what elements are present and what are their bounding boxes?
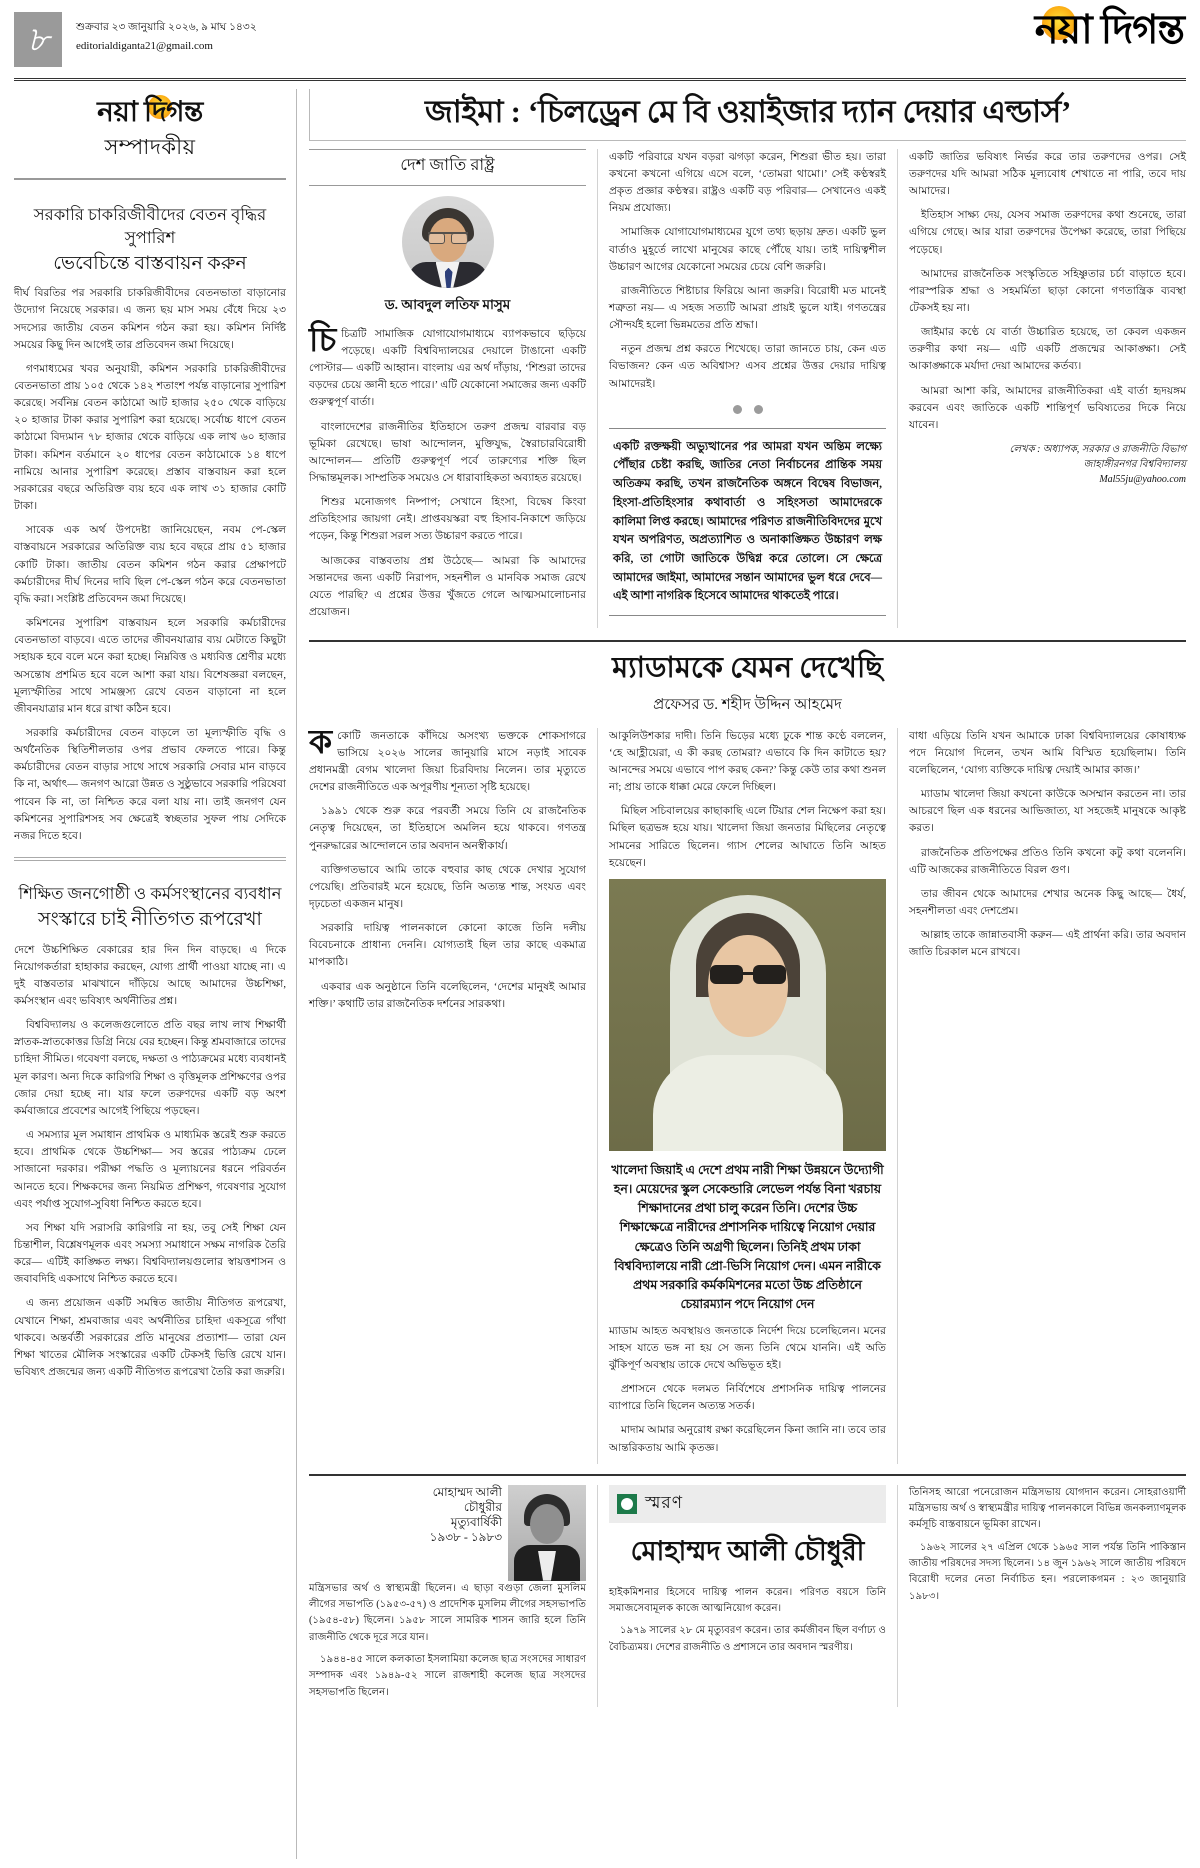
feature-column-3 — [897, 728, 1186, 1464]
side-title-line-1: মোহাম্মদ আলী — [432, 1484, 502, 1499]
lead-article-columns — [309, 149, 1186, 629]
b-logo-mark — [14, 12, 62, 67]
paragraph: সাবেক এক অর্থ উপদেষ্টা জানিয়েছেন, নবম পে-স্কেল বাস্তবায়নে সরকারের অতিরিক্ত ব্যয় হবে বছরে প্রায় ৫১ হাজার কোটি টাকা। জাতীয় বেতন কমিশন গঠন করার প্রেক্ষাপটে কর্মচারীদের দীর্ঘ দিনের দাবি ছিল পে-স্কেল গঠন করে বেতনভাতা বৃদ্ধি করা। সংশ্লিষ্ট প্রতিবেদন জমা দিয়েছে। — [14, 525, 286, 605]
paragraph: শিশুর মনোজগৎ নিষ্পাপ; সেখানে হিংসা, বিদ্বেষ কিংবা প্রতিহিংসার জায়গা নেই। প্রাপ্তবয়স্করা বহু হিসাব-নিকাশে জড়িয়ে পড়েন, কিন্তু শিশুরা সরল সত্য উচ্চারণ করতে পারে। — [309, 497, 586, 543]
memorial-icon — [617, 1494, 637, 1514]
paragraph: একবার এক অনুষ্ঠানে তিনি বলেছিলেন, ‘দেশের মানুষই আমার শক্তি।’ কথাটি তার রাজনৈতিক দর্শনের সারকথা। — [309, 981, 586, 1010]
feature-headline: ম্যাডামকে যেমন দেখেছি — [612, 652, 883, 685]
paragraph: এ সমস্যার মূল সমাধান প্রাথমিক ও মাধ্যমিক স্তরেই শুরু করতে হবে। প্রাথমিক থেকে উচ্চশিক্ষা— সব স্তরের পাঠ্যক্রম ঢেলে সাজানো দরকার। পরীক্ষা পদ্ধতি ও মূল্যায়নের ধরনে পরিবর্তন আনতে হবে। শিক্ষকদের জন্য নিয়মিত প্রশিক্ষণ, গবেষণার সুযোগ এবং পর্যাপ্ত সুযোগ-সুবিধা নিশ্চিত করতে হবে। — [14, 1130, 286, 1210]
obituary-main-column — [597, 1485, 886, 1707]
editorial-masthead — [14, 89, 286, 170]
obituary-section-bar — [609, 1485, 886, 1523]
feature-article — [309, 640, 1186, 1463]
side-title-years: ১৯৩৮ - ১৯৮৩ — [429, 1529, 502, 1544]
b-logo-letter: ৮ — [26, 19, 50, 60]
editorial-2-headline: শিক্ষিত জনগোষ্ঠী ও কর্মসংস্থানের ব্যবধান — [18, 884, 282, 904]
lead-col1-body — [309, 322, 586, 622]
paragraph: একটি জাতির ভবিষ্যৎ নির্ভর করে তার তরুণদের ওপর। সেই তরুণদের যদি আমরা সঠিক মূল্যবোধ শেখাতে না পারি, তবে দায় আমাদের। — [909, 151, 1186, 198]
ornament-dots — [609, 401, 886, 419]
paragraph: আল্লাহ তাকে জান্নাতবাসী করুন— এই প্রার্থনা করি। তার অবদান জাতি চিরকাল মনে রাখবে। — [909, 930, 1186, 959]
paragraph: হাইকমিশনার হিসেবে দায়িত্ব পালন করেন। পরিণত বয়সে তিনি সমাজসেবামূলক কাজে আত্মনিয়োগ করেন। — [609, 1586, 886, 1614]
paragraph: বাধা এড়িয়ে তিনি যখন আমাকে ঢাকা বিশ্ববিদ্যালয়ের কোষাধ্যক্ষ পদে নিয়োগ দিলেন, তখন আমি বিস্মিত হয়েছিলাম। তিনি বলেছিলেন, ‘যোগ্য ব্যক্তিকে দায়িত্ব দেয়াই আমার কাজ।’ — [909, 730, 1186, 776]
side-title-line-2: চৌধুরীর — [463, 1499, 502, 1514]
page-grid — [14, 89, 1186, 1859]
paragraph: মিছিল সচিবালয়ের কাছাকাছি এলে টিয়ার শেল নিক্ষেপ করা হয়। মিছিল ছত্রভঙ্গ হয়ে যায়। খালেদা জিয়া জনতার মিছিলের নেতৃত্বে সামনের সারিতে ছিলেন। গ্যাস শেলের আঘাতে তিনি আহত হয়েছেন। — [609, 806, 886, 869]
lead-signature — [909, 442, 1186, 487]
paragraph: ১৯৪৪-৪৫ সালে কলকাতা ইসলামিয়া কলেজ ছাত্র সংসদের সাধারণ সম্পাদক এবং ১৯৪৯-৫২ সালে রাজশাহী কলেজ ছাত্র সংসদের সহসভাপতি ছিলেন। — [309, 1653, 586, 1698]
paragraph: আমাদের রাজনৈতিক সংস্কৃতিতে সহিষ্ণুতার চর্চা বাড়াতে হবে। পারস্পরিক শ্রদ্ধা ও সহমর্মিতা ছাড়া কোনো গণতান্ত্রিক ব্যবস্থা টেকসই হয় না। — [909, 268, 1186, 314]
feature-author: প্রফেসর ড. শহীদ উদ্দিন আহমেদ — [653, 696, 842, 713]
obituary-portrait-column — [309, 1485, 586, 1707]
editorial-2-subheadline: সংস্কারে চাই নীতিগত রূপরেখা — [38, 908, 262, 930]
obituary-side-column — [897, 1485, 1186, 1707]
paragraph: সামাজিক যোগাযোগমাধ্যমের যুগে তথ্য ছড়ায় দ্রুত। একটি ভুল বার্তাও মুহূর্তে লাখো মানুষের কাছে পৌঁছে যায়। তাই দায়িত্বশীল উচ্চারণ আগের যেকোনো সময়ের চেয়ে বেশি জরুরি। — [609, 227, 886, 273]
feature-column-1 — [309, 724, 586, 1464]
paragraph: দীর্ঘ বিরতির পর সরকারি চাকরিজীবীদের বেতনভাতা বাড়ানোর উদ্যোগ নিয়েছে সরকার। এ জন্য ছয় মাস সময় বেঁধে দিয়ে ২৩ সদস্যের জাতীয় বেতন কমিশন গঠন করা হয়। কমিশন নির্দিষ্ট সময়ের কিছু দিন আগেই তার প্রতিবেদন জমা দিয়েছে। — [14, 288, 286, 351]
obituary-section-label: স্মরণ — [645, 1492, 684, 1512]
paragraph: মন্ত্রিসভার অর্থ ও স্বাস্থ্যমন্ত্রী ছিলেন। এ ছাড়া বগুড়া জেলা মুসলিম লীগের সভাপতি (১৯৫৩-৫৭) ও প্রাদেশিক মুসলিম লীগের সহসভাপতি (১৯৫৪-৫৮) ছিলেন। ১৯৫৮ সালে সামরিক শাসন জারি হলে তিনি রাজনীতি থেকে দূরে সরে যান। — [309, 1582, 586, 1643]
obituary-strip — [309, 1474, 1186, 1707]
paragraph: তিনিসহ আরো পনেরোজন মন্ত্রিসভায় যোগদান করেন। সোহরাওয়ার্দী মন্ত্রিসভায় অর্থ ও স্বাস্থ্যমন্ত্রীর দায়িত্ব পালনকালে বিভিন্ন জনকল্যাণমূলক কর্মসূচি বাস্তবায়নে ভূমিকা রাখেন। — [909, 1486, 1186, 1531]
page-masthead — [14, 7, 1186, 72]
paragraph: ইতিহাস সাক্ষ্য দেয়, যেসব সমাজ তরুণদের কথা শুনেছে, তারা এগিয়ে গেছে। আর যারা তরুণদের উপেক্ষা করেছে, তারা পিছিয়ে পড়েছে। — [909, 210, 1186, 256]
paragraph: ১৯৭৯ সালের ২৮ মে মৃত্যুবরণ করেন। তার কর্মজীবন ছিল বর্ণাঢ্য ও বৈচিত্র্যময়। দেশের রাজনীতি ও প্রশাসনে তার অবদান স্মরণীয়। — [609, 1625, 886, 1653]
signature-role: লেখক : অধ্যাপক, সরকার ও রাজনীতি বিভাগ — [1009, 444, 1186, 456]
obituary-person-name: মোহাম্মদ আলী চৌধুরী — [630, 1535, 865, 1566]
obituary-col3-body — [909, 1485, 1186, 1605]
paragraph: সব শিক্ষা যদি সরাসরি কারিগরি না হয়, তবু সেই শিক্ষা যেন চিন্তাশীল, বিশ্লেষণমূলক এবং সমস্যা সমাধানে সক্ষম নাগরিক তৈরি করে— এটিই কাঙ্ক্ষিত লক্ষ্য। বিশ্ববিদ্যালয়গুলোর স্বায়ত্তশাসন ও জবাবদিহি একসাথে নিশ্চিত করতে হবে। — [14, 1222, 286, 1286]
publication-date: শুক্রবার ২৩ জানুয়ারি ২০২৬, ৯ মাঘ ১৪৩২ — [76, 22, 257, 33]
photo-caption: খালেদা জিয়াই এ দেশে প্রথম নারী শিক্ষা উন্নয়নে উদ্যোগী হন। মেয়েদের স্কুল সেকেন্ডারি লেভেল পর্যন্ত বিনা খরচায় শিক্ষাদানের প্রথা চালু করেন তিনি। দেশের উচ্চ শিক্ষাক্ষেত্রে নারীদের প্রশাসনিক দায়িত্বে নিয়োগ দেয়ার ক্ষেত্রেও তিনি অগ্রণী ছিলেন। তিনিই প্রথম ঢাকা বিশ্ববিদ্যালয়ে নারী প্রো-ভিসি নিয়োগ দেন। এমন নারীকে প্রথম সরকারি কর্মকমিশনের মতো উচ্চ প্রতিষ্ঠানে চেয়ারম্যান পদে নিয়োগ দেন — [611, 1162, 884, 1312]
paragraph: রাজনৈতিক প্রতিপক্ষের প্রতিও তিনি কখনো কটু কথা বলেননি। এটি আজকের রাজনীতিতে বিরল গুণ। — [909, 847, 1186, 876]
obituary-col2-body — [609, 1585, 886, 1656]
sunglasses-icon — [710, 965, 786, 984]
feature-column-2 — [597, 728, 886, 1464]
paragraph: দেশে উচ্চশিক্ষিত বেকারের হার দিন দিন বাড়ছে। এ দিকে নিয়োগকর্তারা হাহাকার করছেন, যোগ্য প্রার্থী পাওয়া যাচ্ছে না। এ দুই বাস্তবতার মাঝখানে দাঁড়িয়ে আছে আমাদের উচ্চশিক্ষা, কর্মসংস্থান এবং ভবিষ্যৎ অর্থনীতির প্রশ্ন। — [14, 944, 286, 1007]
editorial-1-subheadline: ভেবেচিন্তে বাস্তবায়ন করুন — [53, 252, 247, 274]
author-avatar — [402, 196, 494, 288]
lead-article-headline: জাইমা : ‘চিলড্রেন মে বি ওয়াইজার দ্যান দেয়ার এল্ডার্স’ — [309, 89, 1186, 140]
feature-col2-bottom — [609, 1323, 886, 1457]
paragraph: আকুলিউশকার দাদী। তিনি ভিড়ের মধ্যে ঢুকে শান্ত কণ্ঠে বললেন, ‘হে আহ্লীয়েরা, এ কী করছ তোমরা? এভাবে কি দিন কাটাতে হয়? আনন্দের সময়ে এভাবে পাপ করছ কেন?’ কিন্তু কেউ তার কথা শুনল না; প্রায় তাকে ধাক্কা মেরে ফেলে দিচ্ছিল। — [609, 730, 886, 794]
editorial-brand: নয়া দিগন্ত — [97, 97, 203, 128]
dropcap: ক — [309, 724, 333, 761]
paragraph: প্রশাসনে থেকে দলমত নির্বিশেষে প্রশাসনিক দায়িত্ব পালনের ব্যাপারে তিনি ছিলেন অত্যন্ত সতর্ক। — [609, 1384, 886, 1413]
feature-col2-top — [609, 728, 886, 872]
paragraph: কোটি জনতাকে কাঁদিয়ে অসংখ্য ভক্তকে শোকসাগরে ভাসিয়ে ২০২৬ সালের জানুয়ারি মাসে নড়াই সাবেক প্রধানমন্ত্রী বেগম খালেদা জিয়া চিরবিদায় নিলেন। তার মৃত্যুতে দেশের রাজনীতিতে এক অপূরণীয় শূন্যতা সৃষ্টি হয়েছে। — [309, 730, 586, 794]
paragraph: গণমাধ্যমের খবর অনুযায়ী, কমিশন সরকারি চাকরিজীবীদের বেতনভাতা প্রায় ১০৫ থেকে ১৪২ শতাংশ পর্যন্ত বাড়ানোর সুপারিশ করেছে। সর্বনিম্ন বেতন কাঠামো আট হাজার ২৫০ থেকে বাড়িয়ে ২০ হাজার টাকা করার সুপারিশ করা হয়েছে। সর্বোচ্চ ধাপে বেতন কাঠামো বিদ্যমান ৭৮ হাজার থেকে বাড়িয়ে এক লাখ ৬০ হাজার টাকা। কমিশন বর্তমানে ২০ ধাপের বেতন কাঠামোকে ১৪ ধাপে নামিয়ে আনার সুপারিশ করেছে। প্রস্তাব বাস্তবায়ন করা হলে সরকারের বছরে অতিরিক্ত ব্যয় হবে এক লাখ ৩১ হাজার কোটি টাকা। — [14, 363, 286, 513]
paragraph: জাইমার কণ্ঠে যে বার্তা উচ্চারিত হয়েছে, তা কেবল একজন তরুণীর কথা নয়— এটি একটি প্রজন্মের আকাঙ্ক্ষা। সেই আকাঙ্ক্ষাকে মর্যাদা দেয়া আমাদের কর্তব্য। — [909, 327, 1186, 373]
editorial-separator-top — [14, 857, 286, 858]
paragraph: চিত্রটি সামাজিক যোগাযোগমাধ্যমে ব্যাপকভাবে ছড়িয়ে পড়েছে। একটি বিশ্ববিদ্যালয়ের দেয়ালে টাঙানো একটি পোস্টার— একটি আহ্বান। বাংলায় এর অর্থ দাঁড়ায়, ‘শিশুরা তাদের বড়দের চেয়ে জ্ঞানী হতে পারে।’ এটি যেকোনো সমাজের জন্য একটি গুরুত্বপূর্ণ বার্তা। — [309, 328, 586, 409]
dropcap: চি — [309, 322, 337, 359]
side-title-line-3: মৃত্যুবার্ষিকী — [450, 1514, 502, 1529]
signature-affiliation: জাহাঙ্গীরনগর বিশ্ববিদ্যালয় — [1083, 459, 1186, 471]
editorial-2-body — [14, 942, 286, 1382]
lead-column-2 — [597, 149, 886, 629]
paragraph: কমিশনের সুপারিশ বাস্তবায়ন হলে সরকারি কর্মচারীদের বেতনভাতা বাড়বে। এতে তাদের জীবনযাত্রার ব্যয় মেটাতে কিছুটা সহায়ক হবে বলে মনে করা হচ্ছে। নিম্নবিত্ত ও মধ্যবিত্ত শ্রেণীর মধ্যে অসন্তোষ প্রশমিত হবে বলে আশা করা যায়। বিশেষজ্ঞরা বলছেন, মূল্যস্ফীতির সাথে সামঞ্জস্য রেখে বেতন বাড়ানো না হলে জীবনযাত্রার মান ধরে রাখা কঠিন হবে। — [14, 618, 286, 715]
editorial-separator-bottom — [14, 860, 286, 861]
khaleda-zia-photo — [609, 879, 886, 1151]
lead-author-name: ড. আবদুল লতিফ মাসুম — [384, 296, 511, 312]
feature-col1-body — [309, 724, 586, 1013]
lead-col2-body — [609, 149, 886, 393]
editorial-rule-bottom — [14, 179, 286, 182]
paragraph: ম্যাডাম আহত অবস্থায়ও জনতাকে নির্দেশ দিয়ে চলেছিলেন। মনের সাহস যাতে ভঙ্গ না হয় সে জন্য তিনি থেমে যাননি। এই অতি ঝুঁকিপূর্ণ অবস্থায় তাকে দেখে অভিভূত হই। — [609, 1325, 886, 1371]
paragraph: নতুন প্রজন্ম প্রশ্ন করতে শিখেছে। তারা জানতে চায়, কেন এত বিভাজন? কেন এত অবিশ্বাস? এসব প্রশ্নের উত্তর দেয়ার দায়িত্ব আমাদেরই। — [609, 344, 886, 390]
paragraph: বাংলাদেশের রাজনীতির ইতিহাসে তরুণ প্রজন্ম বারবার বড় ভূমিকা রেখেছে। ভাষা আন্দোলন, মুক্তিযুদ্ধ, স্বৈরাচারবিরোধী আন্দোলন— প্রতিটি গুরুত্বপূর্ণ পর্বে তারুণ্যের শক্তি ছিল সিদ্ধান্তমূলক। সাম্প্রতিক সময়েও সে ধারাবাহিকতা অব্যাহত রয়েছে। — [309, 421, 586, 484]
paragraph: মাদাম আমার অনুরোধ রক্ষা করেছিলেন কিনা জানি না। তবে তার আন্তরিকতায় আমি কৃতজ্ঞ। — [609, 1425, 886, 1454]
feature-col3-body — [909, 728, 1186, 962]
editorial-email[interactable]: editorialdiganta21@gmail.com — [76, 40, 213, 52]
paragraph: একটি পরিবারে যখন বড়রা ঝগড়া করেন, শিশুরা ভীত হয়। তারা কখনো কখনো এগিয়ে এসে বলে, ‘তোমরা থামো।’ সেই কণ্ঠস্বরই প্রকৃত প্রজ্ঞার কণ্ঠস্বর। রাষ্ট্রও একটি বড় পরিবার— সেখানেও একই নিয়ম প্রযোজ্য। — [609, 151, 886, 215]
paragraph: তার জীবন থেকে আমাদের শেখার অনেক কিছু আছে— ধৈর্য, সহনশীলতা এবং দেশপ্রেম। — [909, 888, 1186, 917]
editorial-1-headline: সরকারি চাকরিজীবীদের বেতন বৃদ্ধির সুপারিশ — [33, 205, 267, 247]
lead-column-3 — [897, 149, 1186, 629]
lead-headline-rule — [309, 140, 1186, 141]
main-content-area — [297, 89, 1186, 1859]
paragraph: রাজনীতিতে শিষ্টাচার ফিরিয়ে আনা জরুরি। বিরোধী মত মানেই শত্রুতা নয়— এ সহজ সত্যটি আমরা প্রায়ই ভুলে যাই। গণতন্ত্রের সৌন্দর্যই হলো ভিন্নমতের প্রতি শ্রদ্ধা। — [609, 285, 886, 332]
masthead-divider — [14, 78, 1186, 81]
lead-pullquote: একটি রক্তক্ষয়ী অভ্যুত্থানের পর আমরা যখন অন্তিম লক্ষ্যে পৌঁছার চেষ্টা করছি, জাতির নেতা নির্বাচনের প্রান্তিক সময় অতিক্রম করছি, তখন রাজনৈতিক অঙ্গনে বিদ্বেষ বিভাজন, হিংসা-প্রতিহিংসার কথাবার্তা ও সহিংসতা আমাদেরকে কালিমা লিপ্ত করছে। আমাদের পরিণত রাজনীতিবিদদের মুখে যখন অপরিণত, অপ্রত্যাশিত ও অনাকাঙ্ক্ষিত উচ্চারণ লক্ষ করি, তা গোটা জাতিকে উদ্বিগ্ন করে তোলে। সে ক্ষেত্রে আমাদের জাইমা, আমাদের সন্তান আমাদের ভুল ধরে দেবে— এই আশা নাগরিক হিসেবে আমাদের থাকতেই পারে। — [609, 428, 886, 616]
brand-name: নয়া দিগন্ত — [1034, 7, 1184, 52]
paragraph: ব্যক্তিগতভাবে আমি তাকে বহুবার কাছ থেকে দেখার সুযোগ পেয়েছি। প্রতিবারই মনে হয়েছে, তিনি অত্যন্ত শান্ত, সংযত এবং দৃঢ়চেতা একজন মানুষ। — [309, 864, 586, 910]
column-kicker: দেশ জাতি রাষ্ট্র — [309, 149, 586, 186]
paragraph: আজকের বাস্তবতায় প্রশ্ন উঠেছে— আমরা কি আমাদের সন্তানদের জন্য একটি নিরাপদ, সহনশীল ও মানবিক সমাজ রেখে যেতে পারছি? এ প্রশ্নের উত্তর খুঁজতে গেলে আত্মসমালোচনার প্রয়োজন। — [309, 555, 586, 619]
editorial-1-body — [14, 285, 286, 845]
obituary-col1-body — [309, 1581, 586, 1701]
paragraph: সরকারি কর্মচারীদের বেতন বাড়লে তা মূল্যস্ফীতি বৃদ্ধি ও অর্থনৈতিক স্থিতিশীলতার ওপর প্রভাব ফেলতে পারে। কিন্তু কর্মচারীদের বেতন বাড়ার সাথে সাথে সরকারি সেবার মান বাড়বে কি না, অর্থাৎ— জনগণ আরো উন্নত ও সুষ্ঠুভাবে সরকারি পরিষেবা পাবেন কি না, তা নিশ্চিত করে বলা যায় না। তাই জনগণ যেন কমিশনের সুপারিশসহ সব ক্ষেত্রেই স্বচ্ছতার সুফল পায় সেদিকে নজর দিতে হবে। — [14, 727, 286, 842]
paragraph: এ জন্য প্রয়োজন একটি সমন্বিত জাতীয় নীতিগত রূপরেখা, যেখানে শিক্ষা, শ্রমবাজার এবং অর্থনীতির চাহিদা একসূত্রে গাঁথা থাকবে। অন্তর্বর্তী সরকারের প্রতি মানুষের প্রত্যাশা— তারা যেন শিক্ষা খাতের মৌলিক সংস্কারের একটি টেকসই ভিত্তি রেখে যান। ভবিষ্যৎ প্রজন্মের জন্য একটি নীতিগত রূপরেখা তৈরি করা জরুরি। — [14, 1298, 286, 1379]
signature-email[interactable]: Mal55ju@yahoo.com — [1099, 474, 1186, 486]
paragraph: ম্যাডাম খালেদা জিয়া কখনো কাউকে অসম্মান করতেন না। তার আচরণে ছিল এক ধরনের আভিজাত্য, যা সহজেই মানুষকে আকৃষ্ট করত। — [909, 789, 1186, 835]
lead-col3-body — [909, 149, 1186, 434]
paragraph: আমরা আশা করি, আমাদের রাজনীতিকরা এই বার্তা হৃদয়ঙ্গম করবেন এবং জাতিকে একটি শান্তিপূর্ণ ভবিষ্যতের দিকে নিয়ে যাবেন। — [909, 385, 1186, 431]
paragraph: সরকারি দায়িত্ব পালনকালে কোনো কাজে তিনি দলীয় বিবেচনাকে প্রাধান্য দেননি। যোগ্যতাই ছিল তার কাছে একমাত্র মাপকাঠি। — [309, 923, 586, 969]
obituary-portrait — [508, 1485, 586, 1581]
feature-columns — [309, 724, 1186, 1464]
paragraph: ১৯৬২ সালের ২৭ এপ্রিল থেকে ১৯৬৫ সাল পর্যন্ত তিনি পাকিস্তান জাতীয় পরিষদের সদস্য ছিলেন। ১৪ জুন ১৯৬২ সালে জাতীয় পরিষদে বিরোধী দলের নেতা নির্বাচিত হন। পরলোকগমন : ২৩ জানুয়ারি ১৯৮৩। — [909, 1541, 1186, 1602]
paragraph: ১৯৯১ থেকে শুরু করে পরবর্তী সময়ে তিনি যে রাজনৈতিক নেতৃত্ব দিয়েছেন, তা ইতিহাসে অমলিন হয়ে থাকবে। গণতন্ত্র পুনরুদ্ধারের আন্দোলনে তার অবদান অনস্বীকার্য। — [309, 806, 586, 852]
lead-column-1 — [309, 149, 586, 629]
date-block — [76, 12, 257, 52]
editorial-column — [14, 89, 297, 1859]
editorial-section-label: সম্পাদকীয় — [104, 135, 196, 159]
paragraph: বিশ্ববিদ্যালয় ও কলেজগুলোতে প্রতি বছর লাখ লাখ শিক্ষার্থী স্নাতক-স্নাতকোত্তর ডিগ্রি নিয়ে বের হচ্ছেন। কিন্তু শ্রমবাজারে তাদের চাহিদা সীমিত। গবেষণা বলছে, দক্ষতা ও পাঠ্যক্রমের মধ্যে ব্যবধানই মূল কারণ। অন্য দিকে কারিগরি শিক্ষা ও বৃত্তিমূলক প্রশিক্ষণের ওপর জোর দেয়া হচ্ছে না। যার ফলে তরুণদের একটি বড় অংশ কর্মবাজারে প্রবেশের আগেই পিছিয়ে পড়ছেন। — [14, 1020, 286, 1117]
brand-logo[interactable] — [1034, 7, 1184, 52]
